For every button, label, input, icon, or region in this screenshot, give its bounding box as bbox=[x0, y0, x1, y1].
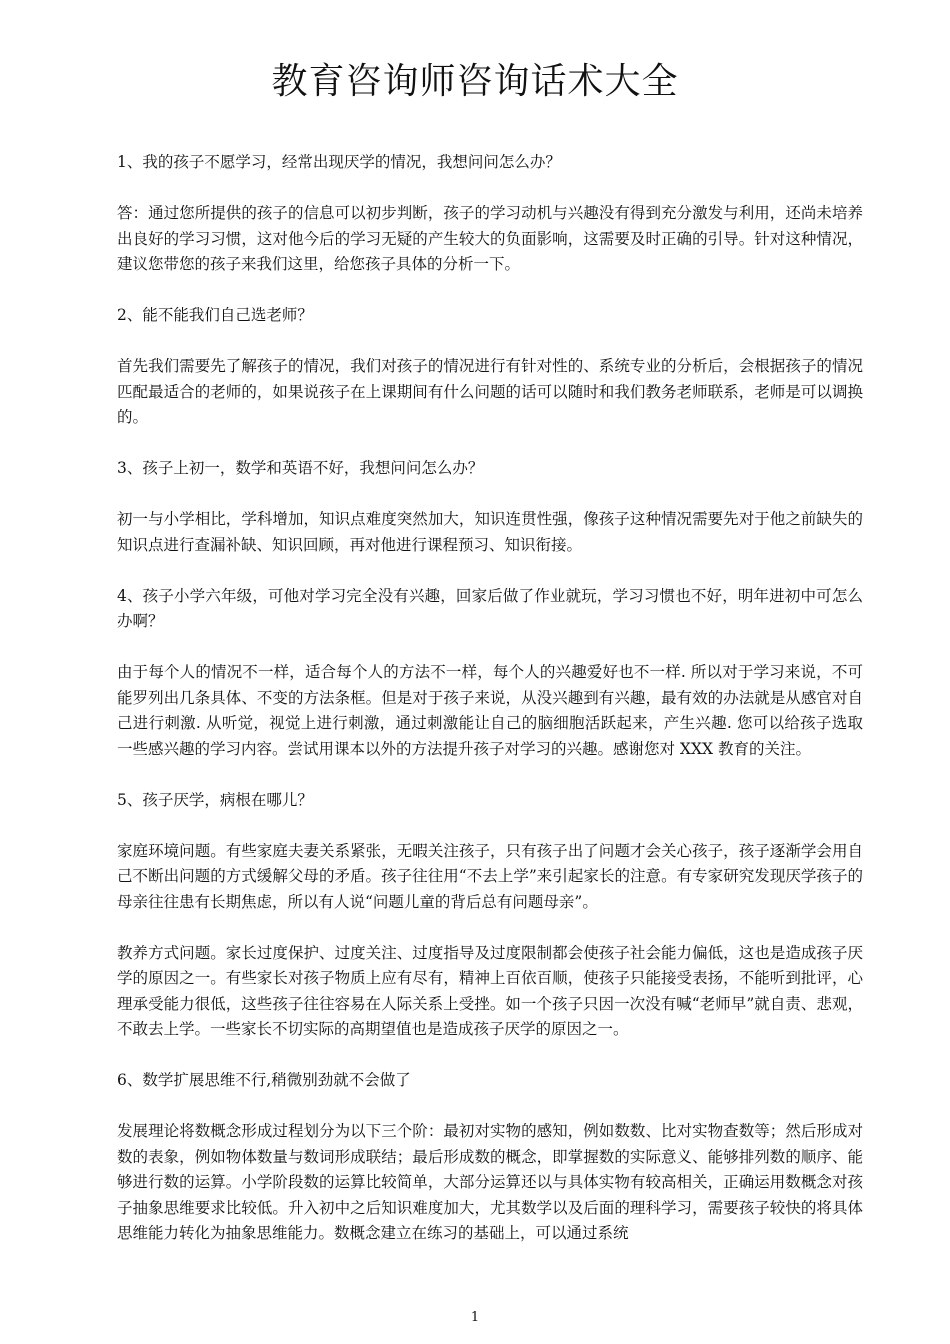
question-3: 3、孩子上初一，数学和英语不好，我想问问怎么办？ bbox=[117, 459, 484, 477]
question-1: 1、我的孩子不愿学习，经常出现厌学的情况，我想问问怎么办？ bbox=[117, 153, 561, 171]
page-number: 1 bbox=[470, 1310, 480, 1325]
document-body bbox=[117, 150, 863, 1272]
question-4: 4、孩子小学六年级，可他对学习完全没有兴趣，回家后做了作业就玩，学习习惯也不好，明年进初中可怎么办啊？ bbox=[117, 586, 863, 630]
page-title: 教育咨询师咨询话术大全 bbox=[271, 61, 679, 102]
answer-1: 答：通过您所提供的孩子的信息可以初步判断，孩子的学习动机与兴趣没有得到充分激发与利用，还尚未培养出良好的学习习惯，这对他今后的学习无疑的产生较大的负面影响，这需要及时正确的引导。针对这种情况，建议您带您的孩子来我们这里，给您孩子具体的分析一下。 bbox=[117, 204, 863, 273]
answer-6: 发展理论将数概念形成过程划分为以下三个阶：最初对实物的感知，例如数数、比对实物查数等；然后形成对数的表象，例如物体数量与数词形成联结；最后形成数的概念，即掌握数的实际意义、能够排列数的顺序、能够进行数的运算。小学阶段数的运算比较简单，大部分运算还以与具体实物有较高相关，正确运用数概念对孩子抽象思维要求比较低。升入初中之后知识难度加大，尤其数学以及后面的理科学习，需要孩子较快的将具体思维能力转化为抽象思维能力。数概念建立在练习的基础上，可以通过系统 bbox=[117, 1122, 863, 1242]
answer-3: 初一与小学相比，学科增加，知识点难度突然加大，知识连贯性强，像孩子这种情况需要先对于他之前缺失的知识点进行查漏补缺、知识回顾，再对他进行课程预习、知识衔接。 bbox=[117, 510, 863, 554]
answer-5-parenting-style: 教养方式问题。家长过度保护、过度关注、过度指导及过度限制都会使孩子社会能力偏低，这也是造成孩子厌学的原因之一。有些家长对孩子物质上应有尽有，精神上百依百顺，使孩子只能接受表扬，不能听到批评，心理承受能力很低，这些孩子往往容易在人际关系上受挫。如一个孩子只因一次没有喊“老师早”就自责、悲观，不敢去上学。一些家长不切实际的高期望值也是造成孩子厌学的原因之一。 bbox=[117, 943, 863, 1038]
answer-2: 首先我们需要先了解孩子的情况，我们对孩子的情况进行有针对性的、系统专业的分析后，会根据孩子的情况匹配最适合的老师的，如果说孩子在上课期间有什么问题的话可以随时和我们教务老师联系，老师是可以调换的。 bbox=[117, 357, 863, 426]
question-6: 6、数学扩展思维不行,稍微别劲就不会做了 bbox=[117, 1071, 411, 1089]
answer-4: 由于每个人的情况不一样，适合每个人的方法不一样，每个人的兴趣爱好也不一样. 所以对于学习来说，不可能罗列出几条具体、不变的方法条框。但是对于孩子来说，从没兴趣到有兴趣，最有效的办法就是从感官对自己进行刺激. 从听觉，视觉上进行刺激，通过刺激能让自己的脑细胞活跃起来，产生兴趣. 您可以给孩子选取一些感兴趣的学习内容。尝试用课本以外的方法提升孩子对学习的兴趣。感谢您对 XXX 教育的关注。 bbox=[117, 663, 863, 758]
answer-5-family-environment: 家庭环境问题。有些家庭夫妻关系紧张，无暇关注孩子，只有孩子出了问题才会关心孩子，孩子逐渐学会用自己不断出问题的方式缓解父母的矛盾。孩子往往用“不去上学”来引起家长的注意。有专家研究发现厌学孩子的母亲往往患有长期焦虑，所以有人说“问题儿童的背后总有问题母亲”。 bbox=[117, 841, 863, 911]
question-5: 5、孩子厌学，病根在哪儿？ bbox=[117, 790, 313, 809]
question-2: 2、能不能我们自己选老师？ bbox=[117, 306, 313, 324]
